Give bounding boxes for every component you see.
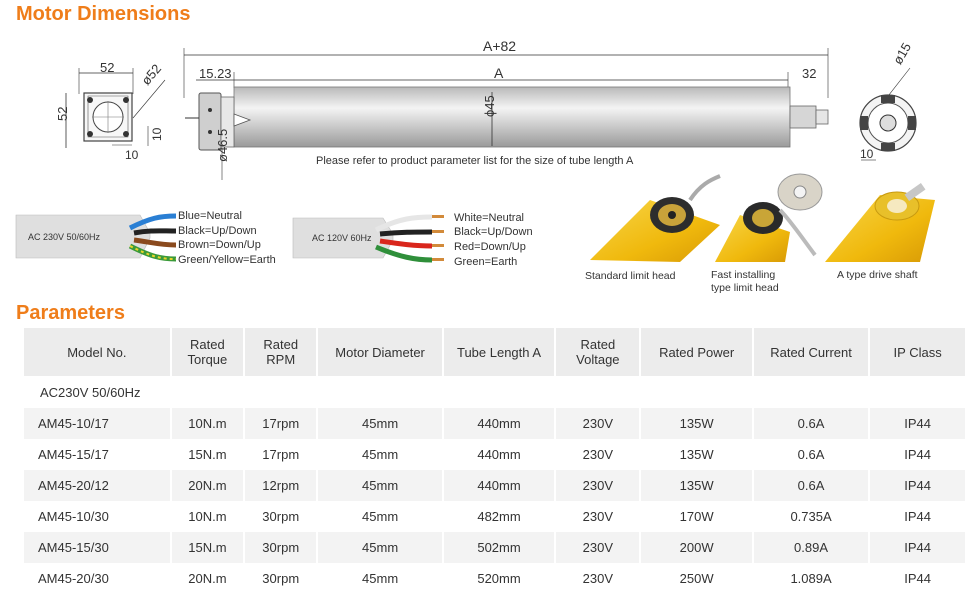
table-cell: 482mm — [477, 509, 521, 524]
photo-caption: type limit head — [711, 282, 779, 294]
table-cell: 230V — [582, 571, 614, 586]
table-cell: 20N.m — [188, 571, 227, 586]
wire-label: Black=Up/Down — [178, 225, 257, 237]
table-cell: IP44 — [904, 447, 931, 462]
table-cell: IP44 — [904, 571, 931, 586]
column-header: Tube Length A — [444, 328, 554, 376]
table-cell: 230V — [582, 447, 614, 462]
wire-label: Green/Yellow=Earth — [178, 254, 276, 266]
table-cell: 45mm — [362, 447, 399, 462]
table-cell: IP44 — [870, 470, 965, 501]
table-cell: 230V — [556, 532, 639, 563]
wire-label: Black=Up/Down — [454, 226, 533, 238]
table-cell: AM45-10/17 — [24, 408, 170, 439]
end-view — [55, 60, 165, 162]
standard-limit-head-photo — [590, 176, 720, 262]
wiring-diagram-230v — [16, 210, 276, 266]
wire-label: White=Neutral — [454, 212, 525, 224]
table-cell: AM45-15/17 — [38, 447, 109, 462]
tube-diameter-label: ϕ45 — [482, 95, 497, 117]
column-header: Rated Power — [641, 328, 751, 376]
drive-shaft-photo — [825, 183, 935, 262]
tube-length-note: Please refer to product parameter list for the size of tube length A — [316, 155, 634, 167]
wiring-supply-230v: AC 230V 50/60Hz — [28, 232, 101, 242]
product-photos — [585, 174, 935, 294]
table-cell: 45mm — [318, 408, 441, 439]
parameters-title: Parameters — [16, 302, 125, 324]
table-cell: 135W — [641, 408, 751, 439]
table-row — [24, 501, 965, 532]
table-group-row — [24, 376, 965, 408]
group-label: AC230V 50/60Hz — [24, 376, 965, 408]
end-width-label: 52 — [100, 60, 115, 75]
head-diameter-label: ø46.5 — [215, 128, 230, 162]
table-row — [24, 563, 965, 594]
table-cell: 440mm — [477, 447, 521, 462]
table-cell: 200W — [641, 532, 751, 563]
table-cell: 0.6A — [797, 447, 825, 462]
column-header: Rated RPM — [245, 328, 316, 376]
fast-installing-head-photo — [715, 174, 822, 262]
drive-diameter-label: ø15 — [889, 40, 915, 67]
shaft-length-label: 32 — [802, 66, 817, 81]
motor-dimensions-title: Motor Dimensions — [16, 3, 191, 25]
photo-caption: Standard limit head — [585, 270, 676, 282]
column-header: IP Class — [870, 328, 965, 376]
column-header: Motor Diameter — [318, 328, 441, 376]
table-row — [24, 408, 965, 439]
table-cell: 520mm — [477, 571, 521, 586]
table-cell: AM45-10/30 — [38, 509, 109, 524]
table-cell: IP44 — [870, 532, 965, 563]
head-offset-label: 15.23 — [199, 66, 232, 81]
parameters-table — [22, 328, 967, 594]
table-cell: 10N.m — [188, 509, 227, 524]
table-cell: 30rpm — [245, 532, 316, 563]
table-cell: 45mm — [318, 470, 441, 501]
table-cell: AM45-20/30 — [38, 571, 109, 586]
wire-label: Blue=Neutral — [178, 210, 242, 222]
table-cell: 0.6A — [754, 470, 868, 501]
photo-caption: Fast installing — [711, 269, 776, 281]
end-small-label-1: 10 — [125, 148, 139, 162]
table-cell: 20N.m — [172, 470, 243, 501]
wire-label: Red=Down/Up — [454, 241, 526, 253]
table-cell: 15N.m — [172, 532, 243, 563]
table-cell: 440mm — [444, 470, 554, 501]
table-cell: 502mm — [444, 532, 554, 563]
table-cell: 17rpm — [262, 447, 300, 462]
table-cell: 17rpm — [245, 408, 316, 439]
table-cell: 230V — [556, 408, 639, 439]
wire-label: Brown=Down/Up — [178, 239, 261, 251]
column-header: Model No. — [24, 328, 170, 376]
table-cell: 30rpm — [262, 509, 300, 524]
column-header: Rated Current — [754, 328, 868, 376]
table-row — [24, 439, 965, 470]
table-cell: 10N.m — [172, 408, 243, 439]
wire-label: Green=Earth — [454, 256, 518, 268]
table-cell: 250W — [679, 571, 714, 586]
drive-view — [860, 40, 916, 161]
table-cell: 0.89A — [754, 532, 868, 563]
table-cell: 12rpm — [245, 470, 316, 501]
table-cell: 45mm — [362, 509, 399, 524]
table-cell: 45mm — [362, 571, 399, 586]
wiring-diagram-120v — [293, 212, 533, 268]
table-header-row — [24, 328, 965, 376]
table-cell: 0.6A — [754, 408, 868, 439]
end-height-label: 52 — [55, 106, 70, 121]
end-diameter-label: ø52 — [138, 61, 165, 88]
table-cell: 45mm — [318, 532, 441, 563]
table-cell: 230V — [582, 509, 614, 524]
wiring-supply-120v: AC 120V 60Hz — [312, 233, 372, 243]
table-cell: AM45-15/30 — [24, 532, 170, 563]
table-cell: 30rpm — [262, 571, 300, 586]
table-cell: 170W — [679, 509, 714, 524]
table-cell: 15N.m — [188, 447, 227, 462]
drive-small-label: 10 — [860, 147, 874, 161]
table-cell: AM45-20/12 — [24, 470, 170, 501]
table-row — [24, 470, 965, 501]
column-header: Rated Torque — [172, 328, 243, 376]
side-view — [184, 38, 828, 180]
tube-length-label: A — [494, 65, 504, 81]
overall-length-label: A+82 — [483, 38, 517, 54]
table-cell: 135W — [679, 447, 714, 462]
table-cell: 135W — [641, 470, 751, 501]
table-row — [24, 532, 965, 563]
table-cell: 440mm — [444, 408, 554, 439]
end-small-label-2: 10 — [150, 127, 164, 141]
table-cell: IP44 — [870, 408, 965, 439]
table-cell: 230V — [556, 470, 639, 501]
table-cell: 1.089A — [790, 571, 832, 586]
table-cell: 0.735A — [790, 509, 832, 524]
table-cell: IP44 — [904, 509, 931, 524]
photo-caption: A type drive shaft — [837, 269, 918, 281]
column-header: Rated Voltage — [556, 328, 639, 376]
